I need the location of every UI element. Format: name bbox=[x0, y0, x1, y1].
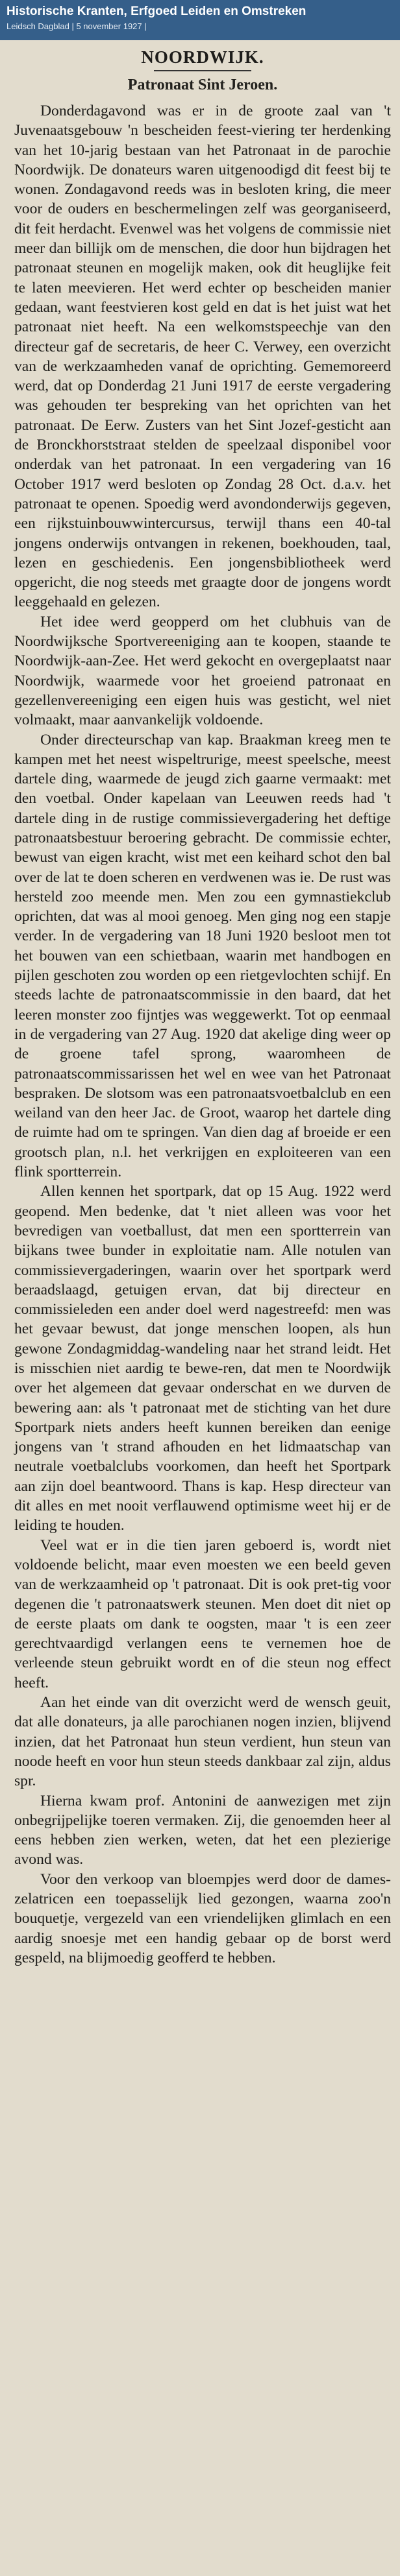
archive-header bbox=[0, 0, 400, 40]
article-body bbox=[14, 101, 391, 1968]
article-paragraph: Hierna kwam prof. Antonini de aanwezigen met zijn onbegrijpelijke toeren vermaken. Zij, die genoemden heer al eens hebben zien werken, weten, dat het een plezierige avond was. bbox=[14, 1792, 391, 1868]
article-paragraph: Het idee werd geopperd om het clubhuis van de Noordwijksche Sportvereeniging aan te koopen, staande te Noordwijk-aan-Zee. Het werd gekocht en overgeplaatst naar Noordwijk, waarmede voor het groeiend patronaat en gezellenvereeniging een eigen huis was gesticht, wel niet volmaakt, maar aanvankelijk voldoende. bbox=[14, 613, 391, 729]
newspaper-clipping bbox=[0, 40, 400, 2576]
article-subheading: Patronaat Sint Jeroen. bbox=[127, 77, 278, 93]
article-paragraph: Veel wat er in die tien jaren geboerd is, wordt niet voldoende belicht, maar even moesten we een beeld geven van de werkzaamheid op 't patronaat. Dit is ook pret-tig voor degenen die 't patronaatswerk steunen. Men doet dit niet op de eerste plaats om dank te oogsten, maar 't is een zeer gerechtvaardigd verlangen eens te vernemen hoe de verleende steun gebruikt wordt en of die steun nog effect heeft. bbox=[14, 1536, 391, 1691]
article-paragraph: Allen kennen het sportpark, dat op 15 Aug. 1922 werd geopend. Men bedenke, dat 't niet alleen was voor het bevredigen van voetballust, dat men een sportterrein van bijkans twee bunder in exploitatie nam. Alle notulen van commissievergaderingen, waarin over het sportpark werd beraadslaagd, getuigen ervan, dat bij directeur en commissieleden een ander doel werd nagestreefd: men was het gevaar bewust, dat jonge menschen loopen, als hun gewone Zondagmiddag-wandeling naar het strand leidt. Het is misschien niet aardig te bewe-ren, dat men te Noordwijk over het algemeen dat gevaar onderschat en we durven de bewering aan: als 't patronaat met de stichting van het dure Sportpark niets anders heeft kunnen bereiken dan eenige jongens van 't strand afhouden en het lidmaatschap van neutrale voetbalclubs voorkomen, dan heeft het Sportpark aan zijn doel beantwoord. Thans is kap. Hesp directeur van dit alles en met nooit verflauwend optimisme weet hij er de leiding te houden. bbox=[14, 1183, 391, 1534]
archive-title[interactable]: Historische Kranten, Erfgoed Leiden en Omstreken bbox=[6, 5, 306, 18]
article-paragraph: Aan het einde van dit overzicht werd de wensch geuit, dat alle donateurs, ja alle parochianen nogen inzien, blijvend inzien, dat het Patronaat hun steun verdient, hun steun van noode heeft en voor hun steun steeds dankbaar zal zijn, aldus spr. bbox=[14, 1694, 391, 1790]
headline-rule bbox=[154, 70, 251, 71]
article-headline: NOORDWIJK. bbox=[141, 47, 264, 67]
article-paragraph: Voor den verkoop van bloempjes werd door de dames-zelatricen een toepasselijk lied gezongen, waarna zoo'n bouquetje, vergezeld van een vriendelijken glimlach en een aardig snoesje met een handig gebaar op de borst werd gespeld, na blijmoedig geofferd te hebben. bbox=[14, 1870, 391, 1966]
article-paragraph: Donderdagavond was er in de groote zaal van 't Juvenaatsgebouw 'n bescheiden feest-viering ter herdenking van het 10-jarig bestaan van het Patronaat in de parochie Noordwijk. De donateurs waren uitgenoodigd dit feest bij te wonen. Zondagavond reeds was in besloten kring, die meer voor de ouders en beschermelingen zelf was georganiseerd, dit feit herdacht. Evenwel was het volgens de commissie niet meer dan billijk om de menschen, die door hun bijdragen het patronaat steunen en mogelijk maken, ook dit heuglijke feit te laten meevieren. Het werd echter op bescheiden manier gedaan, want feestvieren kost geld en dat is het juist wat het patronaat niet heeft. Na een welkomstspeechje van den directeur gaf de secretaris, de heer C. Verwey, een overzicht van de werkzaamheden vanaf de oprichting. Gememoreerd werd, dat op Donderdag 21 Juni 1917 de eerste vergadering was gehouden ter bespreking van het oprichten van het patronaat. De Eerw. Zusters van het Sint Jozef-gesticht aan de Bronckhorststraat stelden de speelzaal disponibel voor onderdak van het patronaat. In een vergadering van 16 October 1917 werd besloten op Zondag 28 Oct. d.a.v. het patronaat te openen. Spoedig werd avondonderwijs gegeven, een rijkstuinbouwwintercursus, terwijl thans een 40-tal jongens onderwijs ontvangen in rekenen, boekhouden, taal, lezen en geschiedenis. Een jongensbibliotheek werd opgericht, die nog steeds met graagte door de jongens wordt leeggehaald en gelezen. bbox=[14, 102, 391, 611]
article-paragraph: Onder directeurschap van kap. Braakman kreeg men te kampen met het neest wispeltrurige, meest speelsche, meest dartele ding, waarmede de jeugd zich gaarne vermaakt: met den voetbal. Onder kapelaan van Leeuwen reeds had 't dartele ding in de rustige commissievergadering het deftige patronaatsbestuur beroering gebracht. De commissie echter, bewust van eigen kracht, wist met een keihard schot den bal over de lat te doen scheren en verdwenen was ie. De rust was hersteld zoo meende men. Men zou een gymnastiekclub oprichten, dat was al mooi genoeg. Men ging nog een stapje verder. In de vergadering van 18 Juni 1920 besloot men tot het bouwen van een schietbaan, waarin met handbogen en pijlen geschoten zou worden op een rietgevlochten schijf. En steeds lachte de patronaatscommissie in den baard, dat het leeren monster zoo fijntjes was weggewerkt. Tot op eenmaal in de vergadering van 27 Aug. 1920 dat akelige ding weer op de groene tafel sprong, waaromheen de patronaatscommissarissen het wel en wee van het Patronaat bespraken. De slotsom was een patronaatsvoetbalclub en een weiland van den heer Jac. de Groot, waarop het dartele ding de ruimte had om te springen. Van dien dag af broeide er een grootsch plan, n.l. het verkrijgen en exploiteeren van een flink sportterrein. bbox=[14, 731, 391, 1181]
source-line: Leidsch Dagblad | 5 november 1927 | bbox=[6, 21, 147, 31]
